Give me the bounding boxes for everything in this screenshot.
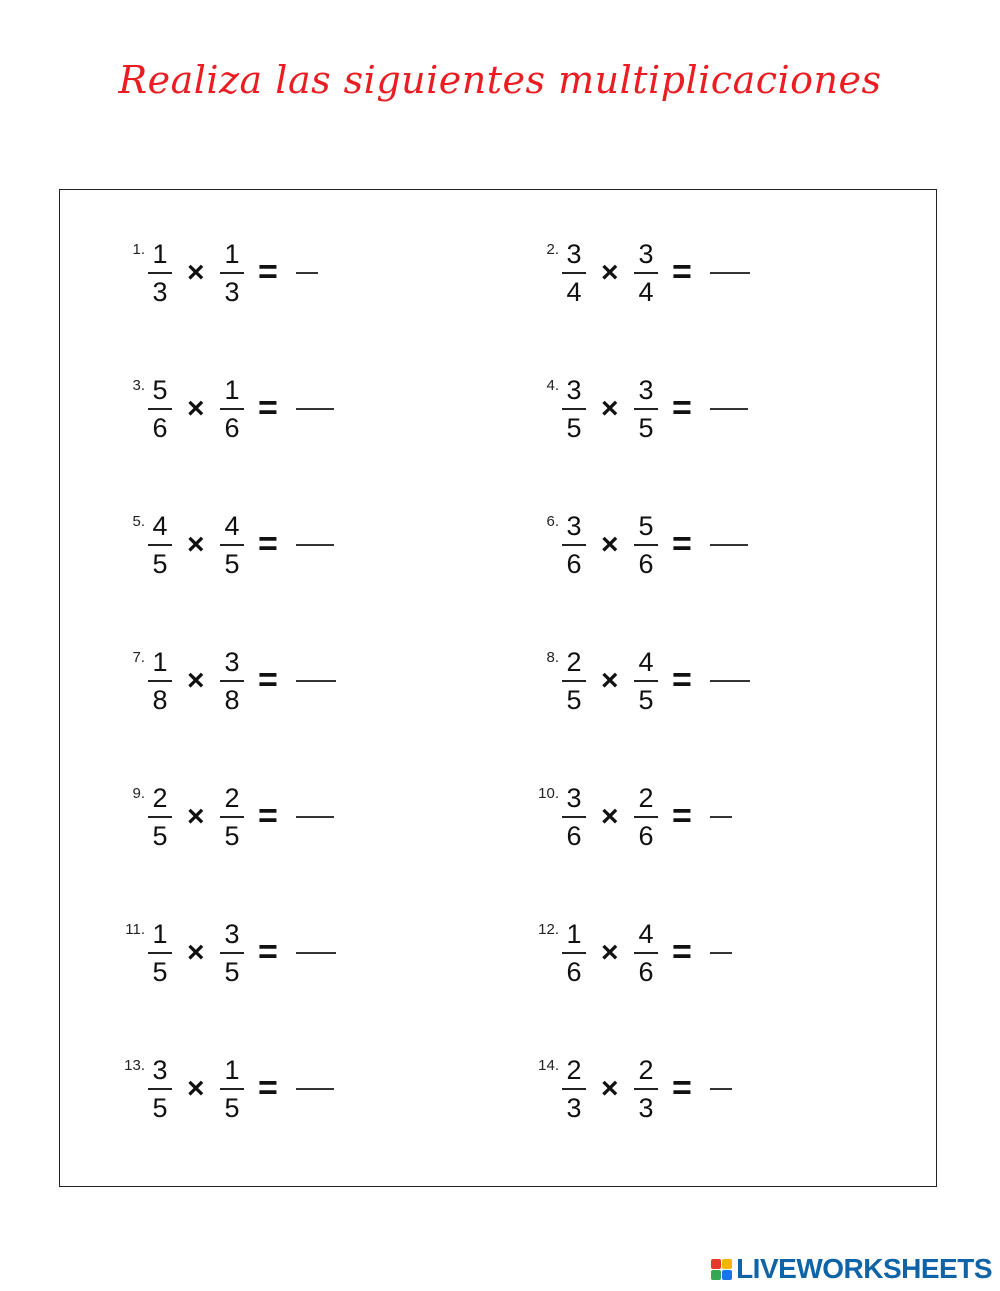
denominator: 5 [152, 549, 168, 579]
answer-blank[interactable] [296, 272, 318, 274]
denominator: 6 [638, 821, 654, 851]
numerator: 4 [152, 511, 168, 541]
denominator: 5 [152, 821, 168, 851]
denominator: 6 [566, 549, 582, 579]
liveworksheets-logo[interactable] [711, 1253, 992, 1285]
problem-number: 11. [125, 921, 145, 938]
fraction-b [220, 782, 244, 852]
multiply-sign: × [601, 256, 619, 289]
problem-10 [527, 782, 827, 862]
answer-blank[interactable] [296, 544, 334, 546]
numerator: 3 [566, 783, 582, 813]
problem-2 [527, 238, 827, 318]
fraction-bar [562, 544, 586, 546]
worksheet-title: Realiza las siguientes multiplicaciones [118, 58, 882, 102]
problem-number: 14. [538, 1057, 559, 1074]
denominator: 3 [224, 277, 240, 307]
fraction-bar [148, 1088, 172, 1090]
fraction-bar [634, 952, 658, 954]
denominator: 3 [566, 1093, 582, 1123]
problem-number: 7. [132, 649, 145, 666]
numerator: 3 [224, 919, 240, 949]
fraction-bar [148, 408, 172, 410]
equals-sign: = [672, 933, 692, 971]
fraction-b [634, 782, 658, 852]
numerator: 1 [224, 1055, 240, 1085]
fraction-b [634, 510, 658, 580]
numerator: 2 [152, 783, 168, 813]
multiply-sign: × [187, 528, 205, 561]
multiply-sign: × [601, 392, 619, 425]
fraction-bar [148, 680, 172, 682]
numerator: 1 [224, 375, 240, 405]
fraction-bar [220, 408, 244, 410]
problem-8 [527, 646, 827, 726]
denominator: 5 [638, 685, 654, 715]
multiply-sign: × [187, 1072, 205, 1105]
fraction-a [148, 238, 172, 308]
numerator: 2 [638, 1055, 654, 1085]
equals-sign: = [258, 1069, 278, 1107]
problem-6 [527, 510, 827, 590]
fraction-b [220, 510, 244, 580]
problem-3 [113, 374, 413, 454]
equals-sign: = [672, 253, 692, 291]
fraction-b [220, 918, 244, 988]
denominator: 6 [566, 957, 582, 987]
numerator: 4 [638, 647, 654, 677]
numerator: 5 [638, 511, 654, 541]
fraction-a [562, 646, 586, 716]
numerator: 4 [638, 919, 654, 949]
numerator: 2 [224, 783, 240, 813]
answer-blank[interactable] [710, 816, 732, 818]
fraction-bar [562, 952, 586, 954]
fraction-a [148, 918, 172, 988]
denominator: 6 [152, 413, 168, 443]
fraction-b [634, 646, 658, 716]
fraction-bar [634, 272, 658, 274]
denominator: 6 [224, 413, 240, 443]
fraction-a [562, 782, 586, 852]
numerator: 1 [566, 919, 582, 949]
multiply-sign: × [187, 664, 205, 697]
fraction-bar [220, 1088, 244, 1090]
numerator: 4 [224, 511, 240, 541]
exercise-box [59, 189, 937, 1187]
equals-sign: = [258, 933, 278, 971]
problem-number: 12. [538, 921, 559, 938]
denominator: 5 [224, 821, 240, 851]
answer-blank[interactable] [710, 952, 732, 954]
fraction-b [634, 238, 658, 308]
fraction-bar [562, 816, 586, 818]
denominator: 5 [224, 1093, 240, 1123]
denominator: 5 [224, 549, 240, 579]
fraction-bar [148, 952, 172, 954]
fraction-bar [148, 816, 172, 818]
problem-number: 13. [124, 1057, 145, 1074]
fraction-a [148, 646, 172, 716]
numerator: 2 [566, 647, 582, 677]
multiply-sign: × [601, 800, 619, 833]
fraction-a [562, 238, 586, 308]
problem-number: 4. [546, 377, 559, 394]
numerator: 2 [638, 783, 654, 813]
problem-13 [113, 1054, 413, 1134]
fraction-bar [562, 408, 586, 410]
fraction-bar [220, 272, 244, 274]
answer-blank[interactable] [710, 680, 750, 682]
numerator: 1 [152, 647, 168, 677]
problem-1 [113, 238, 413, 318]
problem-12 [527, 918, 827, 998]
denominator: 6 [638, 549, 654, 579]
answer-blank[interactable] [296, 952, 336, 954]
answer-blank[interactable] [296, 680, 336, 682]
answer-blank[interactable] [710, 408, 748, 410]
fraction-a [148, 510, 172, 580]
fraction-bar [562, 272, 586, 274]
problem-number: 2. [546, 241, 559, 258]
numerator: 3 [566, 375, 582, 405]
numerator: 3 [566, 239, 582, 269]
fraction-b [220, 374, 244, 444]
problem-14 [527, 1054, 827, 1134]
answer-blank[interactable] [710, 1088, 732, 1090]
problem-7 [113, 646, 413, 726]
problem-number: 10. [538, 785, 559, 802]
fraction-a [148, 1054, 172, 1124]
numerator: 1 [152, 919, 168, 949]
denominator: 6 [566, 821, 582, 851]
fraction-bar [148, 544, 172, 546]
fraction-b [220, 646, 244, 716]
numerator: 3 [152, 1055, 168, 1085]
equals-sign: = [672, 1069, 692, 1107]
multiply-sign: × [187, 392, 205, 425]
fraction-a [562, 918, 586, 988]
numerator: 3 [638, 239, 654, 269]
denominator: 5 [566, 413, 582, 443]
numerator: 1 [224, 239, 240, 269]
fraction-b [220, 1054, 244, 1124]
numerator: 1 [152, 239, 168, 269]
equals-sign: = [258, 389, 278, 427]
denominator: 6 [638, 957, 654, 987]
denominator: 4 [566, 277, 582, 307]
fraction-b [634, 918, 658, 988]
fraction-bar [562, 1088, 586, 1090]
denominator: 8 [224, 685, 240, 715]
multiply-sign: × [601, 664, 619, 697]
numerator: 5 [152, 375, 168, 405]
denominator: 5 [152, 1093, 168, 1123]
denominator: 5 [566, 685, 582, 715]
equals-sign: = [258, 525, 278, 563]
denominator: 4 [638, 277, 654, 307]
numerator: 3 [224, 647, 240, 677]
fraction-a [148, 782, 172, 852]
multiply-sign: × [187, 800, 205, 833]
fraction-a [562, 510, 586, 580]
fraction-a [562, 1054, 586, 1124]
problem-number: 5. [132, 513, 145, 530]
fraction-bar [220, 952, 244, 954]
problem-number: 6. [546, 513, 559, 530]
denominator: 5 [152, 957, 168, 987]
answer-blank[interactable] [710, 272, 750, 274]
problem-4 [527, 374, 827, 454]
answer-blank[interactable] [296, 1088, 334, 1090]
problem-9 [113, 782, 413, 862]
equals-sign: = [672, 661, 692, 699]
fraction-bar [634, 1088, 658, 1090]
problem-number: 9. [132, 785, 145, 802]
numerator: 3 [638, 375, 654, 405]
fraction-bar [634, 816, 658, 818]
problem-number: 3. [132, 377, 145, 394]
multiply-sign: × [601, 528, 619, 561]
denominator: 5 [638, 413, 654, 443]
equals-sign: = [672, 525, 692, 563]
denominator: 8 [152, 685, 168, 715]
answer-blank[interactable] [296, 408, 334, 410]
fraction-bar [634, 408, 658, 410]
denominator: 5 [224, 957, 240, 987]
fraction-b [634, 1054, 658, 1124]
multiply-sign: × [187, 936, 205, 969]
multiply-sign: × [601, 1072, 619, 1105]
equals-sign: = [672, 389, 692, 427]
problem-number: 8. [546, 649, 559, 666]
problem-5 [113, 510, 413, 590]
answer-blank[interactable] [296, 816, 334, 818]
fraction-bar [220, 544, 244, 546]
numerator: 3 [566, 511, 582, 541]
equals-sign: = [258, 253, 278, 291]
fraction-bar [634, 680, 658, 682]
equals-sign: = [258, 797, 278, 835]
multiply-sign: × [187, 256, 205, 289]
fraction-b [634, 374, 658, 444]
fraction-bar [634, 544, 658, 546]
fraction-bar [148, 272, 172, 274]
fraction-a [148, 374, 172, 444]
liveworksheets-logo-icon [711, 1259, 732, 1280]
answer-blank[interactable] [710, 544, 748, 546]
fraction-bar [220, 680, 244, 682]
numerator: 2 [566, 1055, 582, 1085]
fraction-a [562, 374, 586, 444]
fraction-bar [562, 680, 586, 682]
logo-text: LIVEWORKSHEETS [736, 1253, 992, 1284]
fraction-b [220, 238, 244, 308]
equals-sign: = [258, 661, 278, 699]
multiply-sign: × [601, 936, 619, 969]
equals-sign: = [672, 797, 692, 835]
fraction-bar [220, 816, 244, 818]
denominator: 3 [638, 1093, 654, 1123]
denominator: 3 [152, 277, 168, 307]
problem-11 [113, 918, 413, 998]
problem-number: 1. [132, 241, 145, 258]
